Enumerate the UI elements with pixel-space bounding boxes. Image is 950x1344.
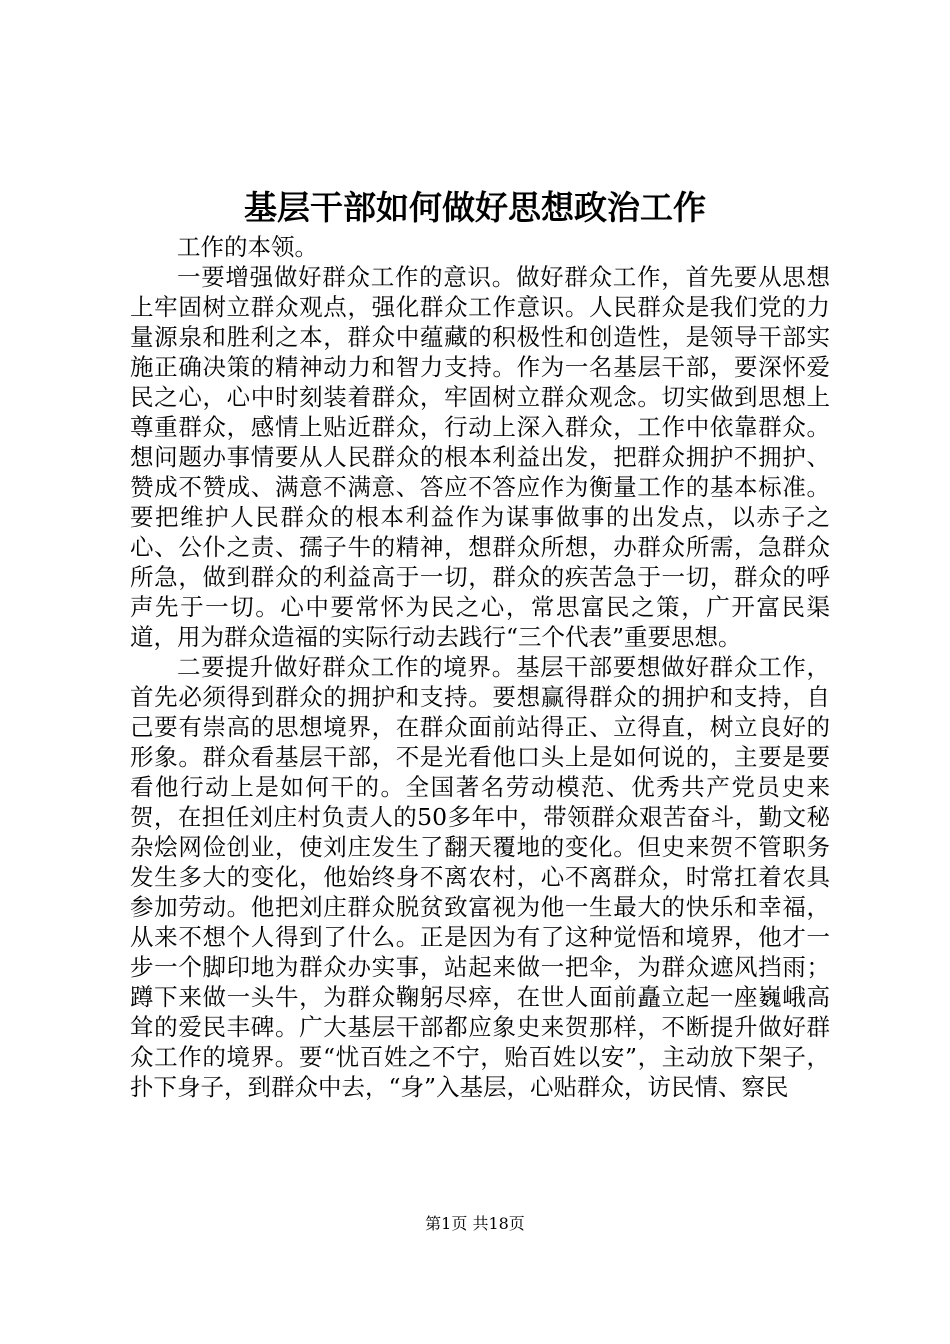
page-number-footer: 第1页 共18页: [425, 1214, 525, 1233]
paragraph-3: 二要提升做好群众工作的境界。基层干部要想做好群众工作，首先必须得到群众的拥护和支持。要想赢得群众的拥护和支持，自己要有崇高的思想境界，在群众面前站得正、立得直，树立良好的形象。群众看基层干部，不是光看他口头上是如何说的，主要是要看他行动上是如何干的。全国著名劳动模范、优秀共产党员史来贺，在担任刘庄村负责人的50多年中，带领群众艰苦奋斗，勤文秘杂烩网俭创业，使刘庄发生了翻天覆地的变化。但史来贺不管职务发生多大的变化，他始终身不离农村，心不离群众，时常扛着农具参加劳动。他把刘庄群众脱贫致富视为他一生最大的快乐和幸福，从来不想个人得到了什么。正是因为有了这种觉悟和境界，他才一步一个脚印地为群众办实事，站起来做一把伞，为群众遮风挡雨；蹲下来做一头牛，为群众鞠躬尽瘁，在世人面前矗立起一座巍峨高耸的爱民丰碑。广大基层干部都应象史来贺那样，不断提升做好群众工作的境界。要“忧百姓之不宁，贻百姓以安”，主动放下架子，扑下身子，到群众中去，“身”入基层，心贴群众，访民情、察民: [130, 653, 830, 1101]
document-title: 基层干部如何做好思想政治工作: [244, 188, 706, 227]
paragraph-1: 工作的本领。: [177, 233, 318, 261]
paragraph-2: 一要增强做好群众工作的意识。做好群众工作，首先要从思想上牢固树立群众观点，强化群众工作意识。人民群众是我们党的力量源泉和胜利之本，群众中蕴藏的积极性和创造性，是领导干部实施正确决策的精神动力和智力支持。作为一名基层干部，要深怀爱民之心，心中时刻装着群众，牢固树立群众观念。切实做到思想上尊重群众，感情上贴近群众，行动上深入群众，工作中依靠群众。想问题办事情要从人民群众的根本利益出发，把群众拥护不拥护、赞成不赞成、满意不满意、答应不答应作为衡量工作的基本标准。要把维护人民群众的根本利益作为谋事做事的出发点，以赤子之心、公仆之责、孺子牛的精神，想群众所想，办群众所需，急群众所急，做到群众的利益高于一切，群众的疾苦急于一切，群众的呼声先于一切。心中要常怀为民之心，常思富民之策，广开富民渠道，用为群众造福的实际行动去践行“三个代表”重要思想。: [130, 263, 830, 651]
document-body: [130, 232, 830, 1102]
